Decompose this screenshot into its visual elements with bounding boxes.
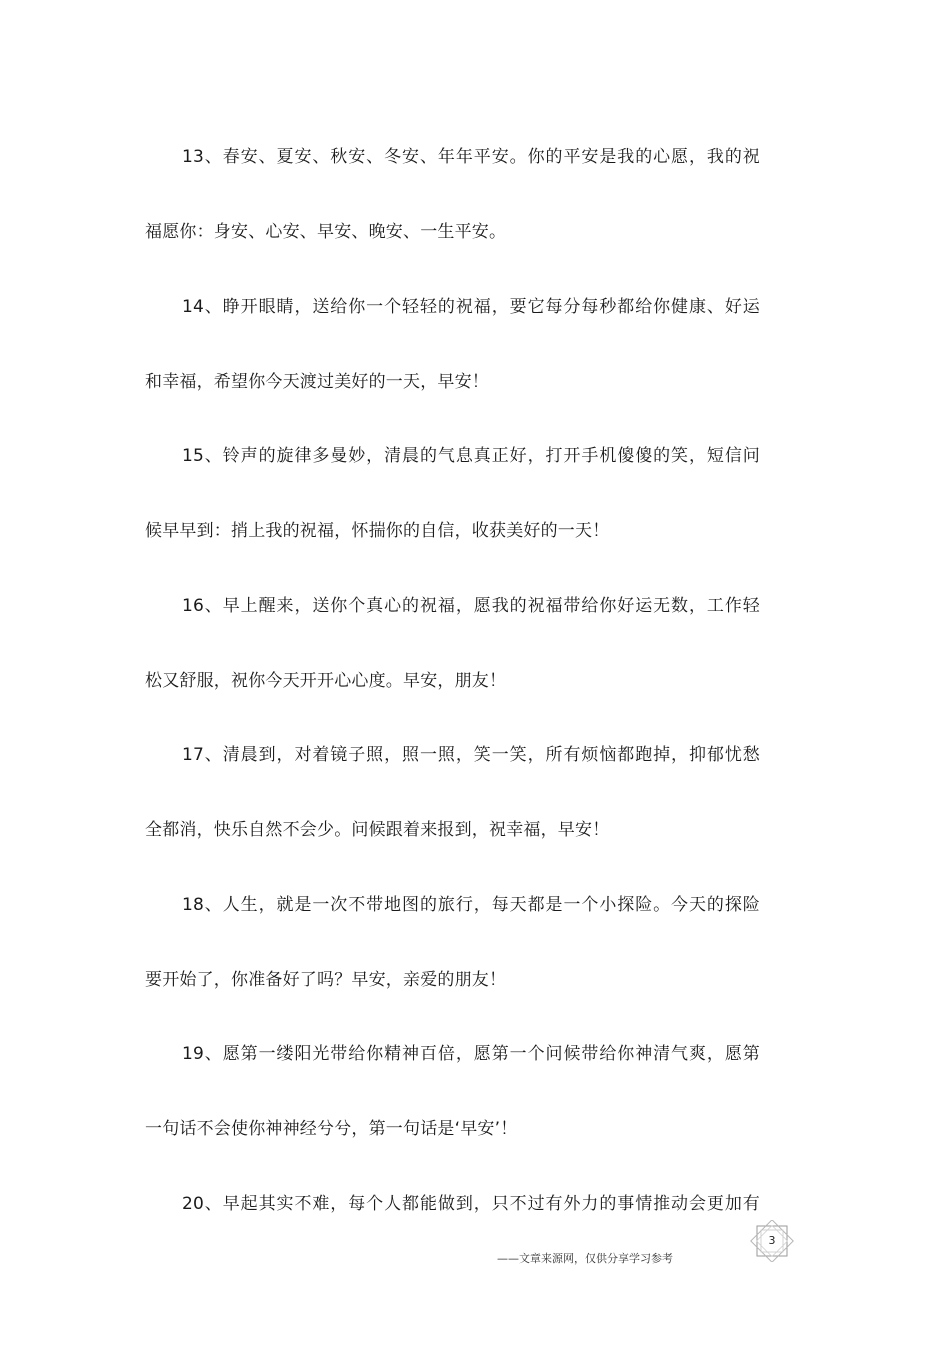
footer-source-note: ——文章来源网，仅供分享学习参考 [497,1252,673,1265]
paragraph-13-line-2: 福愿你：身安、心安、早安、晚安、一生平安。 [145,222,507,242]
paragraph-20-line-1: 20、早起其实不难，每个人都能做到，只不过有外力的事情推动会更加有 [182,1194,760,1214]
paragraph-18-line-1: 18、人生，就是一次不带地图的旅行，每天都是一个小探险。今天的探险 [182,895,760,915]
paragraph-18-line-2: 要开始了，你准备好了吗？早安，亲爱的朋友！ [145,970,507,990]
paragraph-19-line-1: 19、愿第一缕阳光带给你精神百倍，愿第一个问候带给你神清气爽，愿第 [182,1044,760,1064]
paragraph-17-line-2: 全都消，快乐自然不会少。问候跟着来报到，祝幸福，早安！ [145,820,610,840]
paragraph-14-line-2: 和幸福，希望你今天渡过美好的一天，早安！ [145,372,489,392]
paragraph-16-line-2: 松又舒服，祝你今天开开心心度。早安，朋友！ [145,671,507,691]
page-number-badge [748,1220,796,1262]
paragraph-14-line-1: 14、睁开眼睛，送给你一个轻轻的祝福，要它每分每秒都给你健康、好运 [182,297,760,317]
paragraph-17-line-1: 17、清晨到，对着镜子照，照一照，笑一笑，所有烦恼都跑掉，抑郁忧愁 [182,745,760,765]
paragraph-15-line-2: 候早早到：捎上我的祝福，怀揣你的自信，收获美好的一天！ [145,521,610,541]
page-number: 3 [768,1234,776,1247]
paragraph-16-line-1: 16、早上醒来，送你个真心的祝福，愿我的祝福带给你好运无数，工作轻 [182,596,760,616]
paragraph-13-line-1: 13、春安、夏安、秋安、冬安、年年平安。你的平安是我的心愿，我的祝 [182,147,760,167]
paragraph-15-line-1: 15、铃声的旋律多曼妙，清晨的气息真正好，打开手机傻傻的笑，短信问 [182,446,760,466]
paragraph-19-line-2: 一句话不会使你神神经兮兮，第一句话是‘早安’！ [145,1119,518,1139]
